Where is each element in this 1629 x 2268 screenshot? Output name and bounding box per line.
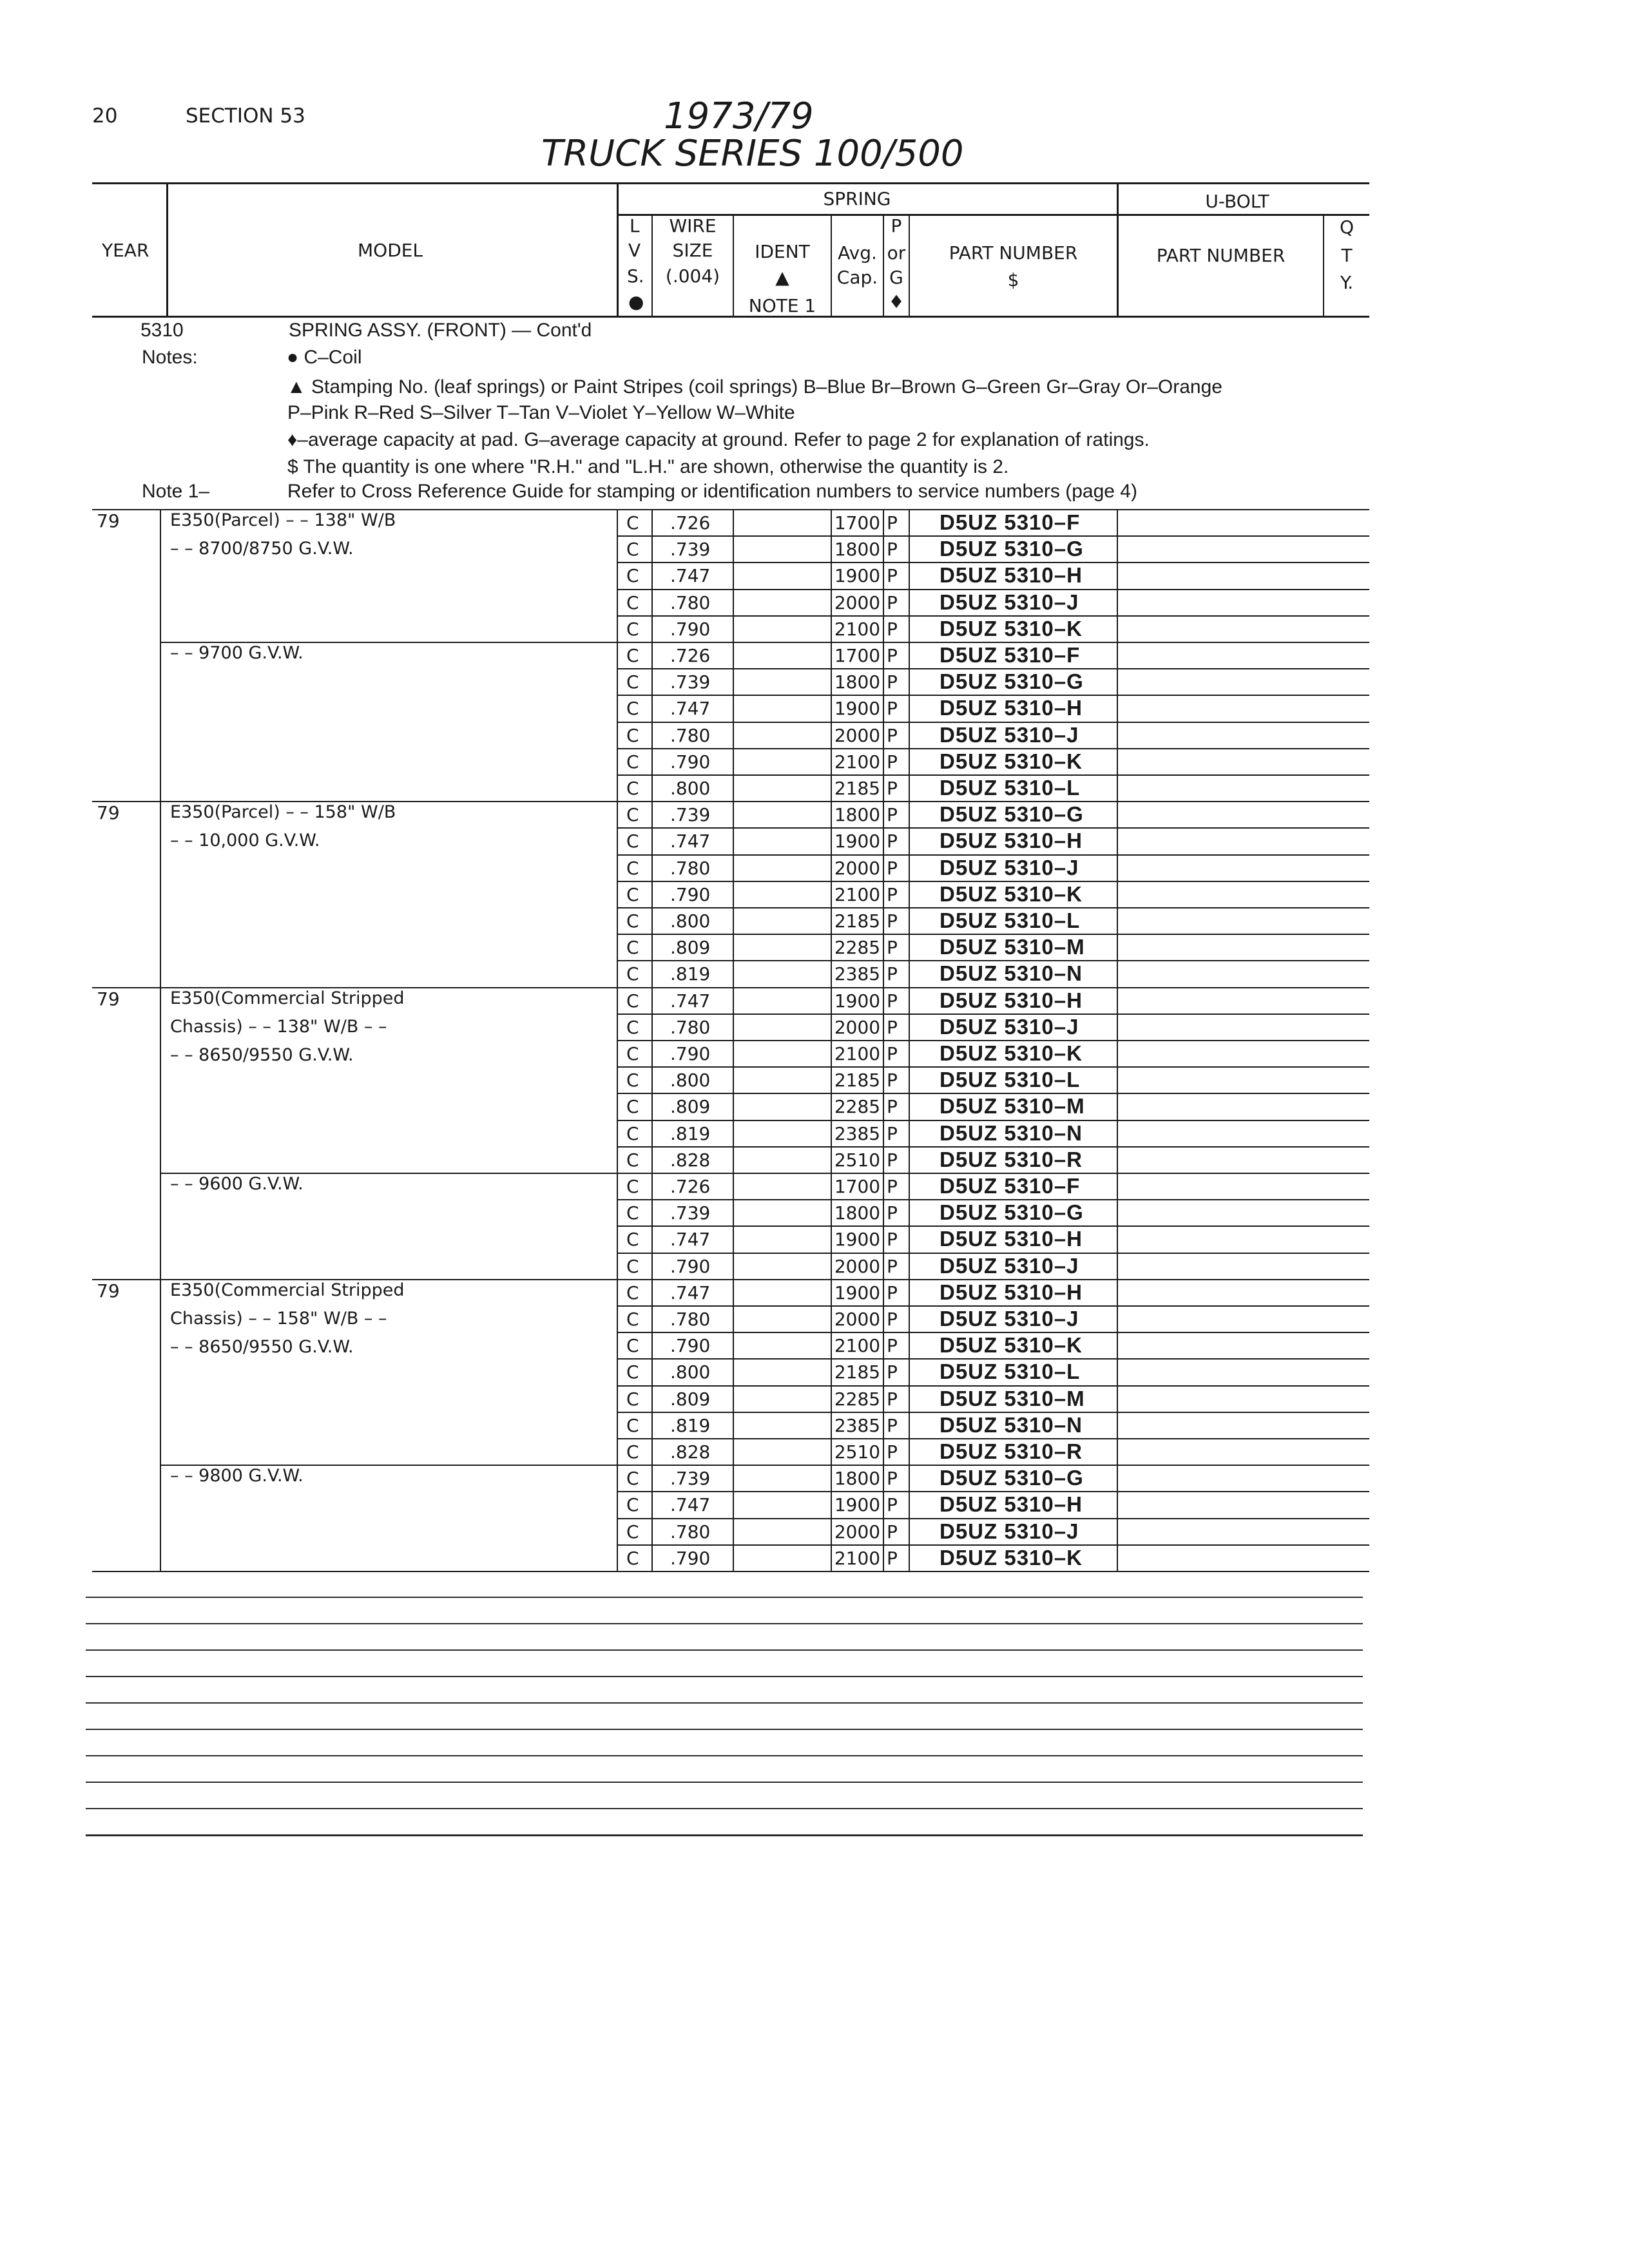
row-wire-size: .819 <box>670 963 711 985</box>
row-p-or-g: P <box>887 1202 898 1224</box>
row-p-or-g: P <box>887 778 898 799</box>
row-wire-size: .790 <box>670 1043 711 1064</box>
row-lvs: C <box>626 1441 639 1463</box>
row-avg-cap: 1900 <box>834 1282 881 1303</box>
section-label: SECTION 53 <box>186 104 305 128</box>
row-wire-size: .790 <box>670 1256 711 1277</box>
group-rule-model <box>160 1465 1369 1466</box>
row-part-number: D5UZ 5310–K <box>940 1546 1083 1570</box>
row-avg-cap: 2185 <box>834 778 881 799</box>
row-p-or-g: P <box>887 963 898 985</box>
col-ubolt-part-header: PART NUMBER <box>1156 245 1286 266</box>
row-part-number: D5UZ 5310–K <box>940 1041 1083 1065</box>
row-wire-size: .726 <box>670 645 711 666</box>
row-lvs: C <box>626 751 639 773</box>
row-avg-cap: 2000 <box>834 725 881 746</box>
group-title: SPRING ASSY. (FRONT) — Cont'd <box>289 320 592 341</box>
row-wire-size: .739 <box>670 1202 711 1224</box>
row-part-number: D5UZ 5310–N <box>940 1413 1083 1437</box>
col-pg-1: P <box>891 215 902 236</box>
row-avg-cap: 2000 <box>834 592 881 613</box>
row-wire-size: .809 <box>670 1096 711 1117</box>
row-wire-size: .800 <box>670 910 711 932</box>
row-avg-cap: 2285 <box>834 1096 881 1117</box>
row-p-or-g: P <box>887 1176 898 1197</box>
row-lvs: C <box>626 1070 639 1091</box>
row-part-number: D5UZ 5310–J <box>940 723 1079 747</box>
row-p-or-g: P <box>887 1548 898 1569</box>
row-part-number: D5UZ 5310–H <box>940 696 1083 720</box>
note-line-stamping: ▲ Stamping No. (leaf springs) or Paint Stripes (coil springs) B–Blue Br–Brown G–Green Gr–Gray Or–Orange <box>287 376 1222 398</box>
row-lvs: C <box>626 778 639 799</box>
row-lvs: C <box>626 1548 639 1569</box>
group-year: 79 <box>97 1280 120 1302</box>
row-avg-cap: 2185 <box>834 910 881 932</box>
row-wire-size: .780 <box>670 725 711 746</box>
row-avg-cap: 2385 <box>834 1123 881 1144</box>
note-line-coil: ● C–Coil <box>287 347 362 368</box>
col-lvs-s: S. <box>627 265 644 287</box>
row-lvs: C <box>626 1335 639 1356</box>
row-avg-cap: 2000 <box>834 1309 881 1330</box>
row-lvs: C <box>626 698 639 719</box>
row-lvs: C <box>626 512 639 533</box>
row-p-or-g: P <box>887 1017 898 1038</box>
row-wire-size: .800 <box>670 1070 711 1091</box>
row-avg-cap: 1700 <box>834 512 881 533</box>
row-lvs: C <box>626 1202 639 1224</box>
row-wire-size: .739 <box>670 804 711 825</box>
row-wire-size: .790 <box>670 619 711 640</box>
note-line-capacity: ♦–average capacity at pad. G–average capacity at ground. Refer to page 2 for explanation of ratings. <box>287 429 1150 450</box>
row-p-or-g: P <box>887 1415 898 1436</box>
col-part-header: PART NUMBER <box>949 242 1078 264</box>
row-wire-size: .780 <box>670 1309 711 1330</box>
row-avg-cap: 1700 <box>834 645 881 666</box>
row-part-number: D5UZ 5310–G <box>940 669 1084 693</box>
row-part-number: D5UZ 5310–N <box>940 1121 1083 1145</box>
row-lvs: C <box>626 963 639 985</box>
row-p-or-g: P <box>887 1335 898 1356</box>
row-avg-cap: 2385 <box>834 963 881 985</box>
row-wire-size: .809 <box>670 937 711 958</box>
row-avg-cap: 1900 <box>834 565 881 586</box>
row-wire-size: .739 <box>670 1468 711 1489</box>
group-model: – – 9700 G.V.W. <box>170 643 304 663</box>
group-model: – – 9800 G.V.W. <box>170 1466 304 1486</box>
row-wire-size: .780 <box>670 1521 711 1542</box>
row-wire-size: .726 <box>670 1176 711 1197</box>
row-p-or-g: P <box>887 751 898 773</box>
row-part-number: D5UZ 5310–R <box>940 1439 1083 1463</box>
group-model: E350(Parcel) – – 138" W/B – – 8700/8750 G.V.W. <box>170 510 396 559</box>
row-wire-size: .800 <box>670 1361 711 1383</box>
row-avg-cap: 1800 <box>834 539 881 560</box>
row-lvs: C <box>626 1176 639 1197</box>
blank-rule <box>86 1676 1363 1677</box>
row-avg-cap: 2000 <box>834 858 881 879</box>
row-p-or-g: P <box>887 619 898 640</box>
blank-rule <box>86 1782 1363 1783</box>
col-pg-2: or <box>887 242 906 264</box>
row-wire-size: .819 <box>670 1415 711 1436</box>
row-lvs: C <box>626 831 639 852</box>
row-p-or-g: P <box>887 1282 898 1303</box>
row-p-or-g: P <box>887 725 898 746</box>
row-p-or-g: P <box>887 592 898 613</box>
row-p-or-g: P <box>887 1043 898 1064</box>
row-p-or-g: P <box>887 1389 898 1410</box>
row-avg-cap: 1900 <box>834 831 881 852</box>
row-wire-size: .747 <box>670 1229 711 1250</box>
group-model: E350(Commercial Stripped Chassis) – – 158" W/B – – – – 8650/9550 G.V.W. <box>170 1280 405 1357</box>
row-avg-cap: 2100 <box>834 751 881 773</box>
row-p-or-g: P <box>887 990 898 1012</box>
row-p-or-g: P <box>887 1468 898 1489</box>
row-part-number: D5UZ 5310–F <box>940 643 1081 667</box>
blank-rule <box>86 1755 1363 1756</box>
row-lvs: C <box>626 1282 639 1303</box>
row-avg-cap: 1900 <box>834 1494 881 1515</box>
row-lvs: C <box>626 1256 639 1277</box>
row-p-or-g: P <box>887 539 898 560</box>
col-lvs-v: V <box>628 240 641 261</box>
notes-label: Notes: <box>142 347 198 368</box>
note1-text: Refer to Cross Reference Guide for stamping or identification numbers to service numbers (page 4) <box>287 481 1137 502</box>
col-year-header: YEAR <box>102 240 149 261</box>
row-lvs: C <box>626 910 639 932</box>
row-lvs: C <box>626 804 639 825</box>
note-line-quantity: $ The quantity is one where "R.H." and "L.H." are shown, otherwise the quantity is 2. <box>287 456 1009 477</box>
row-wire-size: .790 <box>670 1335 711 1356</box>
row-lvs: C <box>626 1309 639 1330</box>
row-wire-size: .790 <box>670 884 711 905</box>
row-p-or-g: P <box>887 1096 898 1117</box>
row-avg-cap: 2100 <box>834 1335 881 1356</box>
row-part-number: D5UZ 5310–H <box>940 829 1083 852</box>
row-wire-size: .739 <box>670 539 711 560</box>
row-p-or-g: P <box>887 1149 898 1171</box>
group-rule-model <box>160 1173 1369 1174</box>
row-part-number: D5UZ 5310–G <box>940 1200 1084 1224</box>
col-lvs-l: L <box>630 215 640 236</box>
row-lvs: C <box>626 1468 639 1489</box>
row-p-or-g: P <box>887 1494 898 1515</box>
row-lvs: C <box>626 1017 639 1038</box>
row-p-or-g: P <box>887 804 898 825</box>
page-title-years: 1973/79 <box>664 95 814 137</box>
row-lvs: C <box>626 671 639 693</box>
group-model: E350(Parcel) – – 158" W/B – – 10,000 G.V.W. <box>170 802 396 850</box>
row-lvs: C <box>626 1415 639 1436</box>
row-part-number: D5UZ 5310–J <box>940 856 1079 879</box>
row-lvs: C <box>626 1043 639 1064</box>
row-p-or-g: P <box>887 1070 898 1091</box>
row-lvs: C <box>626 1494 639 1515</box>
row-p-or-g: P <box>887 645 898 666</box>
row-part-number: D5UZ 5310–K <box>940 882 1083 906</box>
col-lvs-bullet: ● <box>628 291 644 312</box>
row-lvs: C <box>626 645 639 666</box>
col-pg-4: ♦ <box>888 291 905 312</box>
row-p-or-g: P <box>887 831 898 852</box>
note1-label: Note 1– <box>142 481 210 502</box>
row-wire-size: .828 <box>670 1149 711 1171</box>
row-p-or-g: P <box>887 910 898 932</box>
row-part-number: D5UZ 5310–F <box>940 510 1081 534</box>
col-ident-note: NOTE 1 <box>748 295 816 316</box>
group-model: – – 9600 G.V.W. <box>170 1174 304 1194</box>
row-p-or-g: P <box>887 937 898 958</box>
row-p-or-g: P <box>887 698 898 719</box>
blank-rule <box>86 1649 1363 1651</box>
col-cap-2: Cap. <box>836 267 878 288</box>
row-avg-cap: 2385 <box>834 1415 881 1436</box>
row-wire-size: .780 <box>670 592 711 613</box>
row-part-number: D5UZ 5310–H <box>940 1227 1083 1251</box>
col-spring-header: SPRING <box>823 188 891 209</box>
row-wire-size: .780 <box>670 1017 711 1038</box>
row-part-number: D5UZ 5310–J <box>940 1254 1079 1278</box>
row-avg-cap: 2510 <box>834 1149 881 1171</box>
row-wire-size: .739 <box>670 671 711 693</box>
row-p-or-g: P <box>887 1256 898 1277</box>
col-model-header: MODEL <box>358 240 423 261</box>
row-wire-size: .747 <box>670 1282 711 1303</box>
row-part-number: D5UZ 5310–H <box>940 1492 1083 1516</box>
row-avg-cap: 2100 <box>834 619 881 640</box>
row-avg-cap: 2285 <box>834 1389 881 1410</box>
note-line-colors: P–Pink R–Red S–Silver T–Tan V–Violet Y–Yellow W–White <box>287 402 795 423</box>
page-number: 20 <box>92 104 118 128</box>
row-part-number: D5UZ 5310–G <box>940 537 1084 561</box>
row-avg-cap: 1900 <box>834 1229 881 1250</box>
col-wire-3: (.004) <box>665 265 720 287</box>
row-lvs: C <box>626 1096 639 1117</box>
row-part-number: D5UZ 5310–H <box>940 563 1083 587</box>
group-rule-model <box>160 642 1369 643</box>
row-part-number: D5UZ 5310–L <box>940 908 1081 932</box>
row-wire-size: .747 <box>670 990 711 1012</box>
table-row-rule <box>92 1571 1369 1572</box>
row-avg-cap: 1800 <box>834 1202 881 1224</box>
row-part-number: D5UZ 5310–H <box>940 1280 1083 1304</box>
row-lvs: C <box>626 990 639 1012</box>
row-avg-cap: 2000 <box>834 1521 881 1542</box>
row-avg-cap: 1800 <box>834 1468 881 1489</box>
row-part-number: D5UZ 5310–K <box>940 1333 1083 1357</box>
group-code: 5310 <box>140 320 184 341</box>
row-wire-size: .790 <box>670 1548 711 1569</box>
blank-rule <box>86 1808 1363 1809</box>
col-qty-q: Q <box>1339 216 1354 238</box>
blank-rule <box>86 1623 1363 1624</box>
row-wire-size: .819 <box>670 1123 711 1144</box>
blank-rule <box>86 1729 1363 1730</box>
col-part-dollar: $ <box>1007 269 1019 291</box>
col-qty-y: Y. <box>1340 272 1354 293</box>
row-wire-size: .747 <box>670 565 711 586</box>
row-lvs: C <box>626 1149 639 1171</box>
row-wire-size: .747 <box>670 831 711 852</box>
row-part-number: D5UZ 5310–K <box>940 749 1083 773</box>
row-part-number: D5UZ 5310–H <box>940 988 1083 1012</box>
blank-rule <box>86 1834 1363 1836</box>
row-part-number: D5UZ 5310–J <box>940 590 1079 614</box>
row-avg-cap: 2100 <box>834 1043 881 1064</box>
row-p-or-g: P <box>887 1361 898 1383</box>
row-lvs: C <box>626 937 639 958</box>
row-avg-cap: 2185 <box>834 1361 881 1383</box>
row-wire-size: .790 <box>670 751 711 773</box>
row-p-or-g: P <box>887 1123 898 1144</box>
col-cap-1: Avg. <box>838 242 877 264</box>
row-part-number: D5UZ 5310–K <box>940 617 1083 640</box>
row-wire-size: .747 <box>670 1494 711 1515</box>
row-part-number: D5UZ 5310–G <box>940 802 1084 826</box>
group-year: 79 <box>97 988 120 1010</box>
row-avg-cap: 2285 <box>834 937 881 958</box>
row-lvs: C <box>626 592 639 613</box>
row-p-or-g: P <box>887 565 898 586</box>
row-wire-size: .800 <box>670 778 711 799</box>
row-part-number: D5UZ 5310–N <box>940 961 1083 985</box>
row-avg-cap: 2100 <box>834 1548 881 1569</box>
row-avg-cap: 1800 <box>834 804 881 825</box>
group-year: 79 <box>97 802 120 823</box>
row-part-number: D5UZ 5310–G <box>940 1466 1084 1490</box>
row-wire-size: .828 <box>670 1441 711 1463</box>
col-wire-1: WIRE <box>669 215 717 236</box>
blank-rule <box>86 1597 1363 1598</box>
row-lvs: C <box>626 619 639 640</box>
row-avg-cap: 1700 <box>834 1176 881 1197</box>
row-p-or-g: P <box>887 671 898 693</box>
row-avg-cap: 1900 <box>834 698 881 719</box>
year-column-rule <box>160 509 161 1571</box>
row-lvs: C <box>626 725 639 746</box>
row-avg-cap: 2000 <box>834 1017 881 1038</box>
row-part-number: D5UZ 5310–M <box>940 1094 1085 1118</box>
col-ident-triangle: ▲ <box>775 267 789 288</box>
row-lvs: C <box>626 884 639 905</box>
row-part-number: D5UZ 5310–L <box>940 776 1081 800</box>
row-avg-cap: 1800 <box>834 671 881 693</box>
group-model: E350(Commercial Stripped Chassis) – – 138" W/B – – – – 8650/9550 G.V.W. <box>170 988 405 1065</box>
row-avg-cap: 2000 <box>834 1256 881 1277</box>
row-wire-size: .780 <box>670 858 711 879</box>
row-part-number: D5UZ 5310–J <box>940 1307 1079 1331</box>
group-year: 79 <box>97 510 120 532</box>
row-avg-cap: 2510 <box>834 1441 881 1463</box>
col-qty-t: T <box>1341 245 1353 266</box>
row-part-number: D5UZ 5310–M <box>940 1387 1085 1410</box>
row-lvs: C <box>626 1123 639 1144</box>
row-p-or-g: P <box>887 858 898 879</box>
row-part-number: D5UZ 5310–F <box>940 1174 1081 1198</box>
row-lvs: C <box>626 858 639 879</box>
col-ubolt-header: U-BOLT <box>1205 191 1269 212</box>
row-avg-cap: 2185 <box>834 1070 881 1091</box>
row-wire-size: .726 <box>670 512 711 533</box>
row-part-number: D5UZ 5310–M <box>940 935 1085 959</box>
col-ident-1: IDENT <box>755 241 810 262</box>
row-part-number: D5UZ 5310–L <box>940 1068 1081 1091</box>
row-p-or-g: P <box>887 512 898 533</box>
col-pg-3: G <box>889 267 903 288</box>
row-part-number: D5UZ 5310–J <box>940 1015 1079 1039</box>
row-p-or-g: P <box>887 1229 898 1250</box>
row-p-or-g: P <box>887 884 898 905</box>
row-p-or-g: P <box>887 1441 898 1463</box>
row-p-or-g: P <box>887 1521 898 1542</box>
row-lvs: C <box>626 1229 639 1250</box>
row-avg-cap: 1900 <box>834 990 881 1012</box>
row-avg-cap: 2100 <box>834 884 881 905</box>
row-lvs: C <box>626 539 639 560</box>
row-part-number: D5UZ 5310–R <box>940 1148 1083 1171</box>
blank-rule <box>86 1702 1363 1704</box>
row-lvs: C <box>626 1521 639 1542</box>
row-part-number: D5UZ 5310–J <box>940 1519 1079 1543</box>
row-part-number: D5UZ 5310–L <box>940 1360 1081 1383</box>
row-lvs: C <box>626 1389 639 1410</box>
row-lvs: C <box>626 565 639 586</box>
row-lvs: C <box>626 1361 639 1383</box>
col-wire-2: SIZE <box>672 240 713 261</box>
row-wire-size: .747 <box>670 698 711 719</box>
page-title-series: TRUCK SERIES 100/500 <box>541 133 964 175</box>
row-wire-size: .809 <box>670 1389 711 1410</box>
row-p-or-g: P <box>887 1309 898 1330</box>
